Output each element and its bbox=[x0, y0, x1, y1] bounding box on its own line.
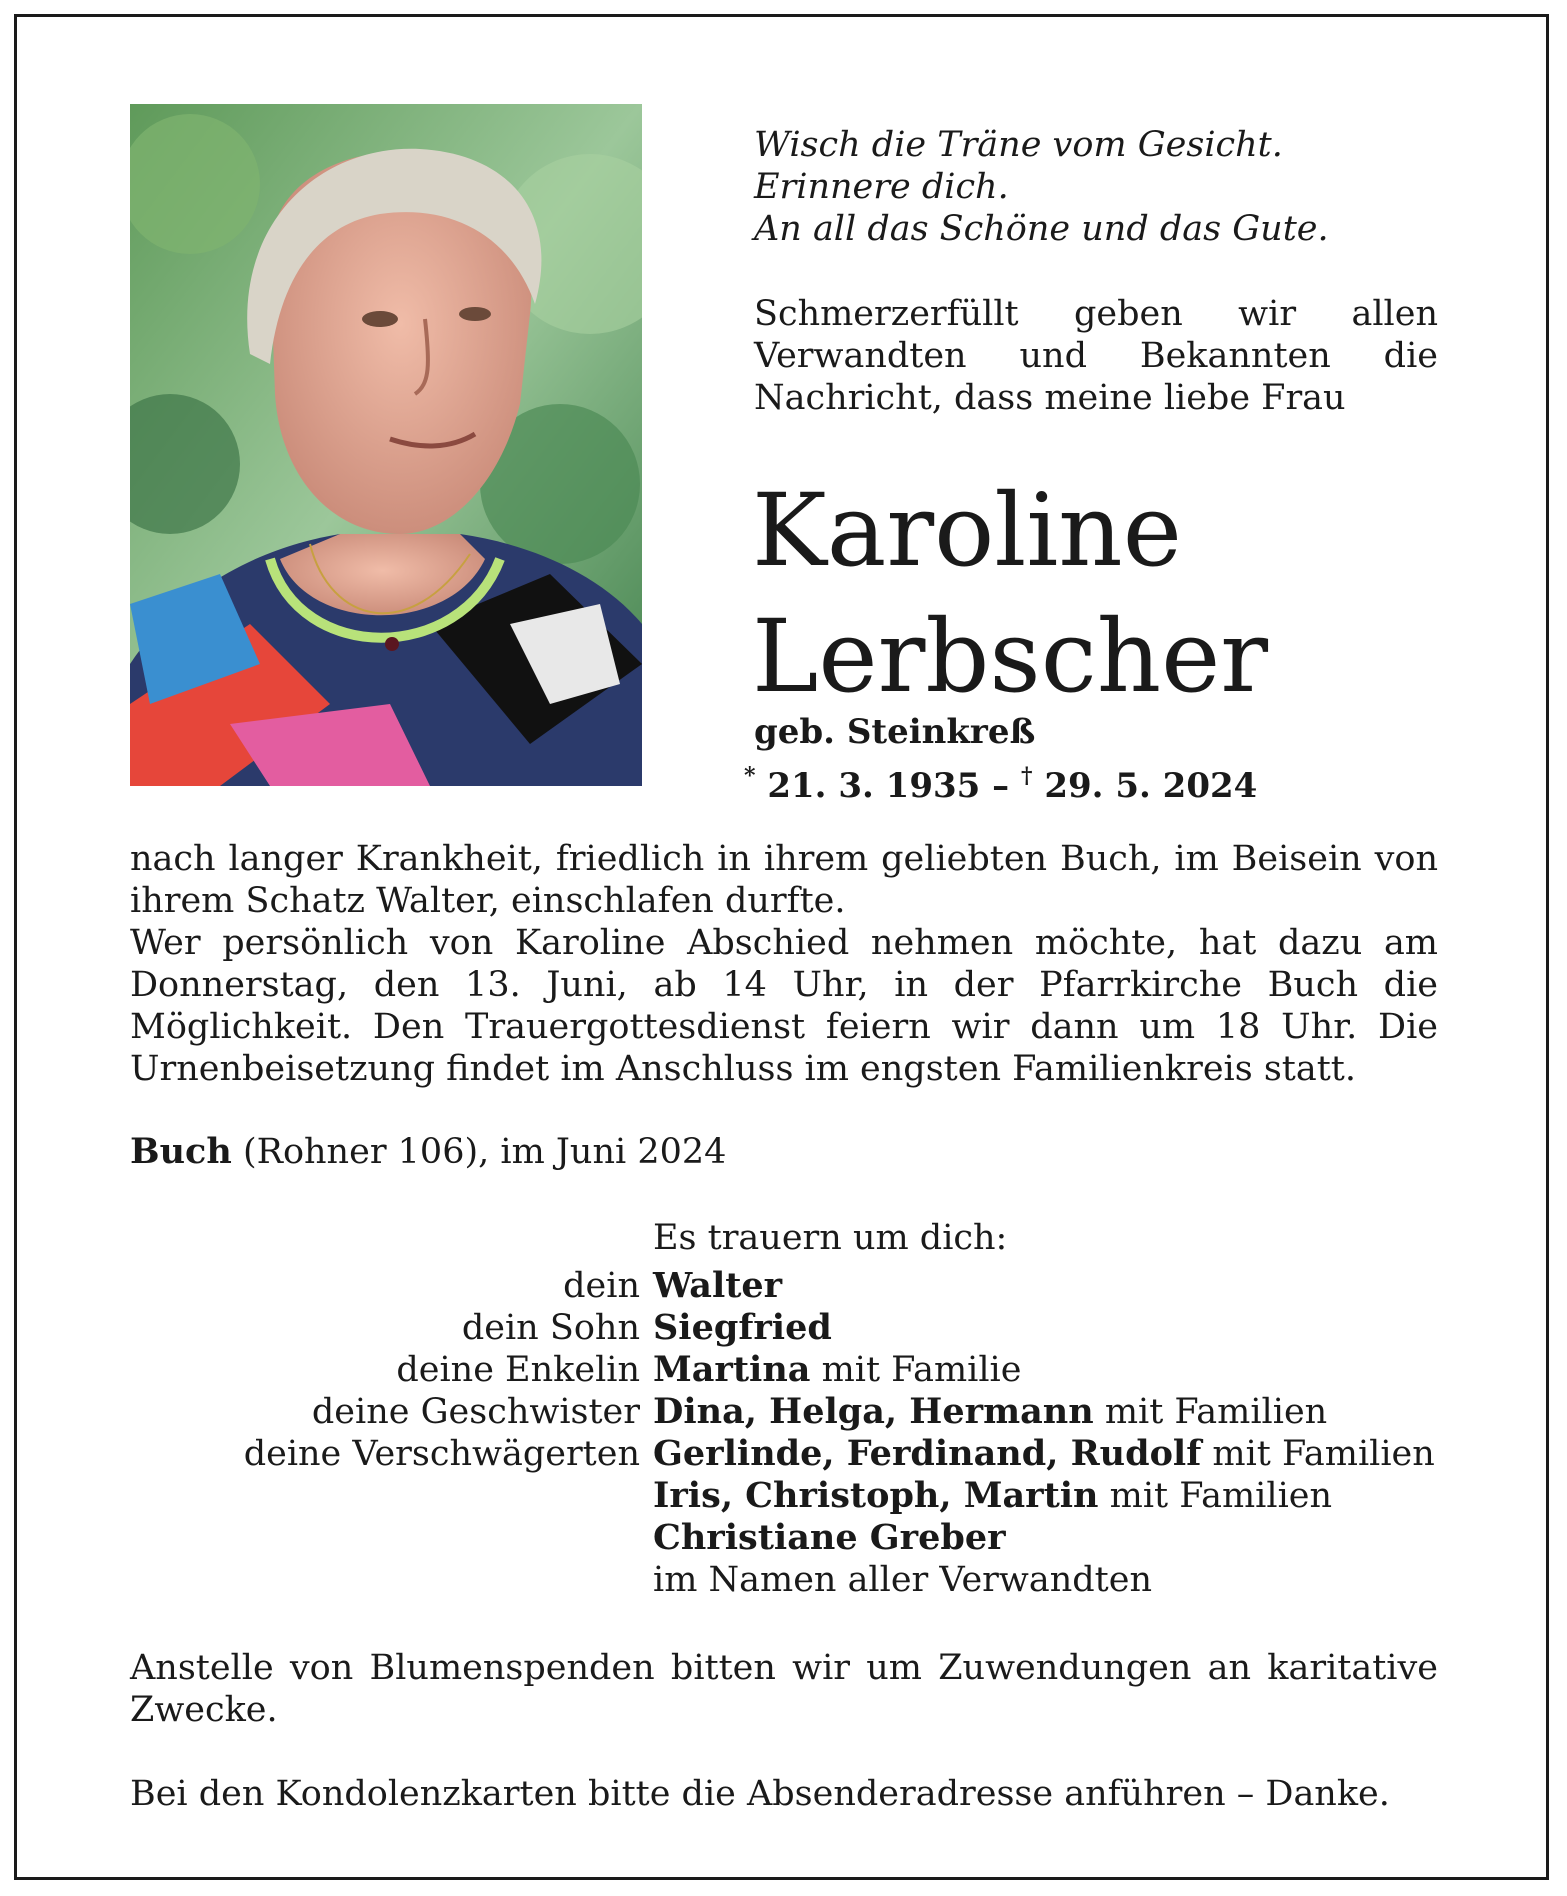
mourner-relation: deine Verschwägerten bbox=[243, 1434, 640, 1474]
place-date bbox=[130, 1131, 726, 1173]
mourner-relation: deine Enkelin bbox=[396, 1350, 640, 1390]
birth-mark: * bbox=[744, 763, 756, 789]
body-paragraph: Wer persönlich von Karoline Abschied nehmen möchte, hat dazu am Donnerstag, den 13. Juni, ab 14 Uhr, in der Pfarrkirche Buch die Möglichkeit. Den Trauergottesdienst feiern wir dann um 18 Uhr. Die Urnenbeisetzung findet im Anschluss im engsten Familienkreis statt. bbox=[130, 923, 1438, 1089]
mourner-row bbox=[130, 1559, 1550, 1601]
mourner-suffix: im Namen aller Verwandten bbox=[653, 1560, 1152, 1600]
mourner-row bbox=[130, 1517, 1550, 1559]
place-town: Buch bbox=[130, 1131, 232, 1172]
mourner-names-group bbox=[653, 1307, 832, 1349]
mourner-names-group bbox=[653, 1433, 1435, 1475]
first-name: Karoline bbox=[752, 472, 1182, 589]
life-dates bbox=[744, 755, 1257, 807]
mourner-names: Dina, Helga, Hermann bbox=[653, 1391, 1094, 1432]
mourner-row bbox=[130, 1349, 1550, 1391]
last-name: Lerbscher bbox=[752, 598, 1269, 715]
mourners-heading: Es trauern um dich: bbox=[653, 1218, 1008, 1258]
mourner-suffix: mit Familien bbox=[1104, 1392, 1328, 1432]
mourner-names-group bbox=[653, 1349, 1021, 1391]
mourner-names: Christiane Greber bbox=[653, 1517, 1006, 1558]
portrait-illustration bbox=[130, 104, 642, 786]
mourner-row bbox=[130, 1391, 1550, 1433]
mourner-names: Martina bbox=[653, 1349, 811, 1390]
death-mark: † bbox=[1021, 763, 1033, 789]
mourner-relation: dein Sohn bbox=[461, 1308, 640, 1348]
mourner-row bbox=[130, 1433, 1550, 1475]
obituary-body bbox=[130, 838, 1438, 1090]
birth-name: geb. Steinkreß bbox=[754, 712, 1036, 752]
mourner-relation: dein bbox=[563, 1266, 640, 1306]
portrait-photo bbox=[130, 104, 642, 786]
mourner-suffix: mit Familien bbox=[1109, 1476, 1333, 1516]
mourner-relation bbox=[130, 1475, 653, 1517]
mourner-names-group bbox=[653, 1391, 1327, 1433]
mourner-row bbox=[130, 1307, 1550, 1349]
mourner-names-group bbox=[653, 1517, 1006, 1559]
mourner-suffix: mit Familien bbox=[1212, 1434, 1435, 1474]
death-date: 29. 5. 2024 bbox=[1044, 766, 1258, 806]
deceased-name bbox=[752, 468, 1472, 720]
mourner-names-group bbox=[653, 1265, 782, 1307]
birth-date: 21. 3. 1935 bbox=[767, 766, 981, 806]
poem-line: Wisch die Träne vom Gesicht. bbox=[754, 125, 1283, 165]
mourner-row bbox=[130, 1475, 1550, 1517]
mourner-relation bbox=[130, 1517, 653, 1559]
announcement-text: Schmerzerfüllt geben wir allen Verwandten und Bekannten die Nachricht, dass meine liebe Frau bbox=[754, 294, 1438, 418]
date-dash: – bbox=[992, 766, 1010, 806]
place-rest: (Rohner 106), im Juni 2024 bbox=[242, 1132, 727, 1172]
mourner-relation bbox=[130, 1559, 653, 1601]
mourner-names: Siegfried bbox=[653, 1307, 832, 1348]
mourner-names: Iris, Christoph, Martin bbox=[653, 1475, 1099, 1516]
mourner-names-group bbox=[653, 1559, 1152, 1601]
body-paragraph: nach langer Krankheit, friedlich in ihrem geliebten Buch, im Beisein von ihrem Schatz Walter, einschlafen durfte. bbox=[130, 839, 1438, 921]
mourner-names: Gerlinde, Ferdinand, Rudolf bbox=[653, 1433, 1202, 1474]
condolence-note: Bei den Kondolenzkarten bitte die Absenderadresse anführen – Danke. bbox=[130, 1774, 1390, 1814]
poem-line: An all das Schöne und das Gute. bbox=[754, 209, 1329, 249]
poem bbox=[754, 124, 1474, 250]
poem-line: Erinnere dich. bbox=[754, 167, 1009, 207]
mourner-relation: deine Geschwister bbox=[311, 1392, 640, 1432]
mourner-names-group bbox=[653, 1475, 1332, 1517]
mourner-row bbox=[130, 1265, 1550, 1307]
donation-note: Anstelle von Blumenspenden bitten wir um Zuwendungen an karitative Zwecke. bbox=[130, 1648, 1438, 1730]
mourner-suffix: mit Familie bbox=[821, 1350, 1022, 1390]
mourner-names: Walter bbox=[653, 1265, 783, 1306]
mourners-list bbox=[130, 1265, 1550, 1601]
